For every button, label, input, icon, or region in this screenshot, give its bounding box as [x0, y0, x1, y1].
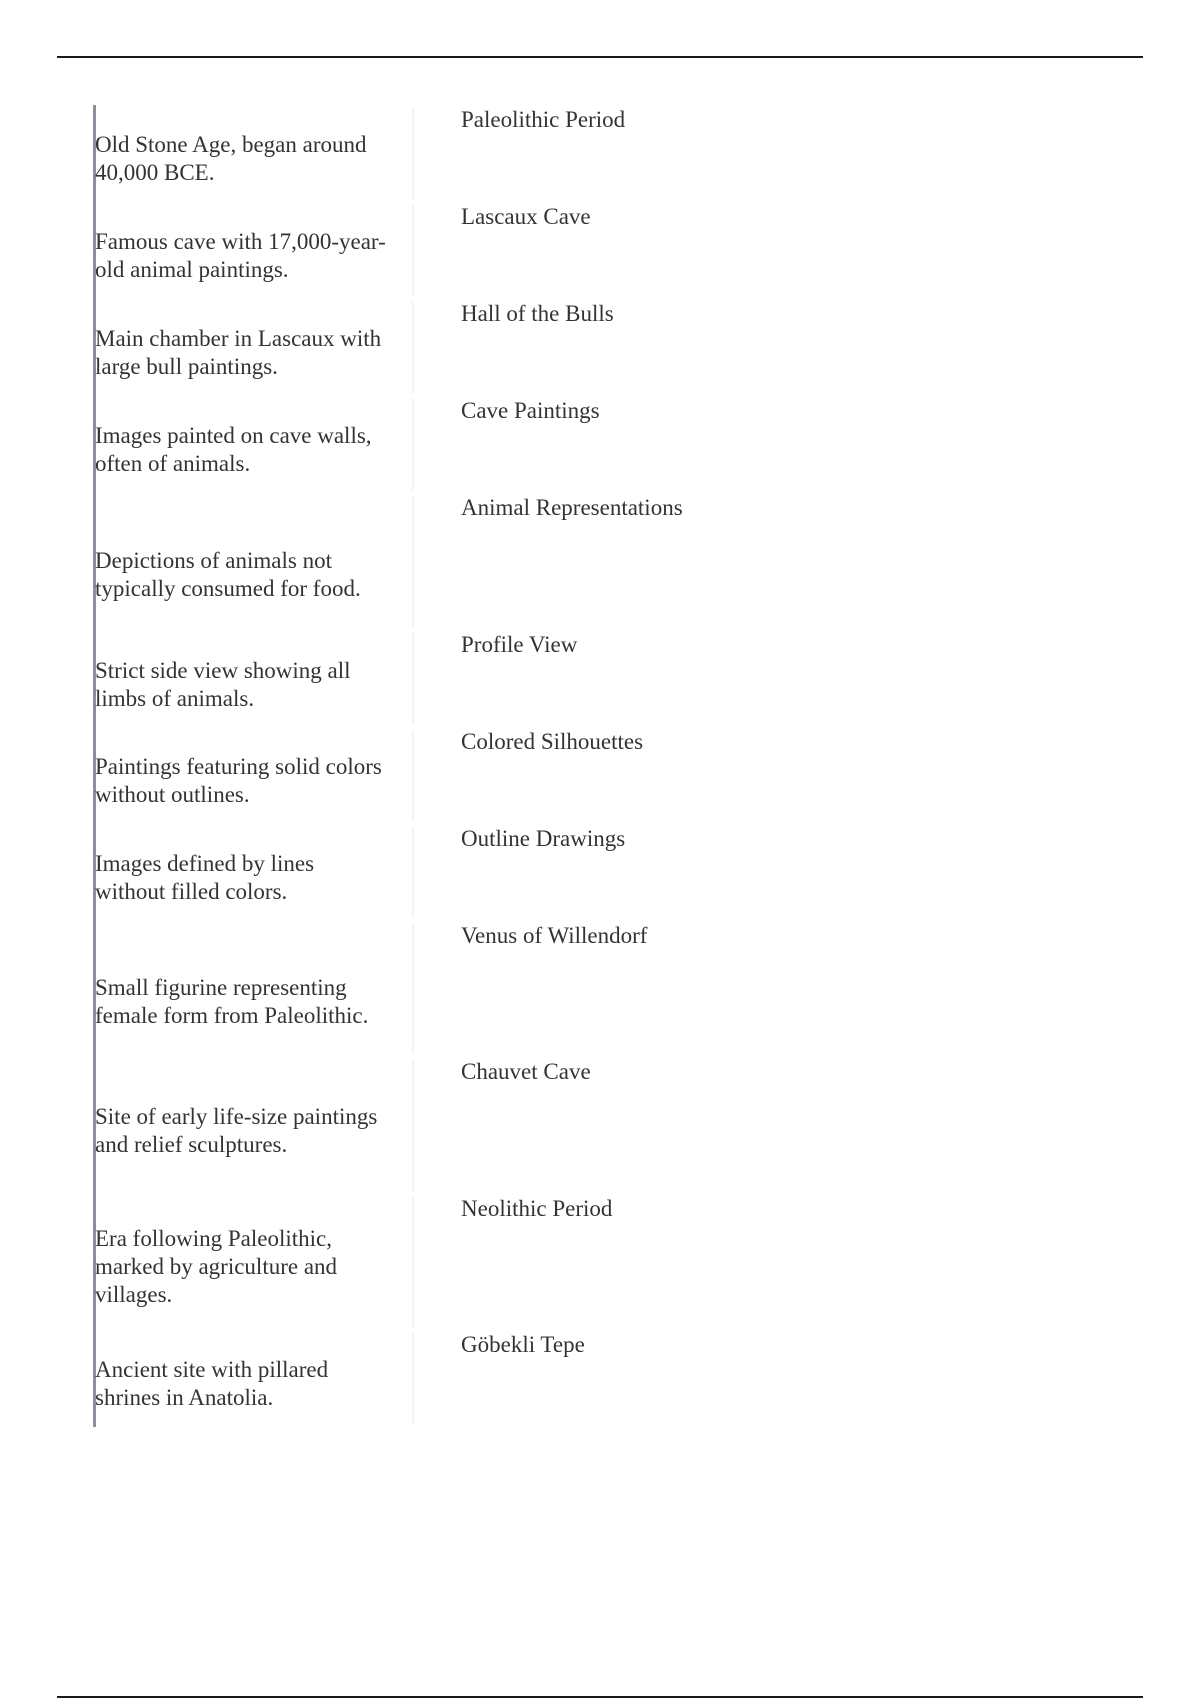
- card-definition: Era following Paleolithic, marked by agriculture and villages.: [95, 1226, 338, 1307]
- card-term: Animal Representations: [461, 495, 683, 520]
- card-term: Cave Paintings: [461, 398, 600, 423]
- card-term: Neolithic Period: [461, 1196, 613, 1221]
- card-definition: Small figurine representing female form from Paleolithic.: [95, 975, 369, 1028]
- card-definition: Ancient site with pillared shrines in Anatolia.: [95, 1356, 329, 1410]
- card-definition: Old Stone Age, began around 40,000 BCE.: [95, 131, 367, 185]
- card-term: Profile View: [461, 632, 578, 657]
- card-definition: Paintings featuring solid colors without outlines.: [95, 753, 382, 807]
- flashcard-row: [95, 1057, 1095, 1194]
- card-term: Colored Silhouettes: [461, 729, 644, 754]
- flashcard-row: [95, 630, 1095, 727]
- card-definition: Strict side view showing all limbs of animals.: [95, 657, 351, 711]
- flashcard-row: [95, 1194, 1095, 1330]
- flashcard-row: [95, 921, 1095, 1057]
- flashcard-list: [95, 105, 1095, 1427]
- bottom-rule: [57, 1696, 1143, 1698]
- flashcard-row: [95, 396, 1095, 493]
- card-definition: Images painted on cave walls, often of animals.: [95, 422, 372, 476]
- flashcard-row: [95, 105, 1095, 202]
- flashcard-row: [95, 1330, 1095, 1427]
- flashcard-row: [95, 727, 1095, 824]
- card-term: Chauvet Cave: [461, 1059, 591, 1084]
- card-term: Paleolithic Period: [461, 107, 626, 132]
- card-term: Lascaux Cave: [461, 204, 591, 229]
- flashcard-row: [95, 299, 1095, 396]
- card-definition: Images defined by lines without filled colors.: [95, 850, 315, 904]
- card-definition: Main chamber in Lascaux with large bull paintings.: [95, 325, 382, 379]
- flashcard-row: [95, 493, 1095, 630]
- card-definition: Site of early life-size paintings and relief sculptures.: [95, 1103, 378, 1157]
- top-rule: [57, 56, 1143, 58]
- flashcard-row: [95, 824, 1095, 921]
- card-term: Hall of the Bulls: [461, 301, 614, 326]
- card-definition: Famous cave with 17,000-year-old animal paintings.: [95, 228, 386, 282]
- card-term: Outline Drawings: [461, 826, 626, 851]
- card-term: Venus of Willendorf: [461, 923, 648, 948]
- flashcard-row: [95, 202, 1095, 299]
- card-term: Göbekli Tepe: [461, 1332, 585, 1357]
- card-definition: Depictions of animals not typically consumed for food.: [95, 547, 361, 601]
